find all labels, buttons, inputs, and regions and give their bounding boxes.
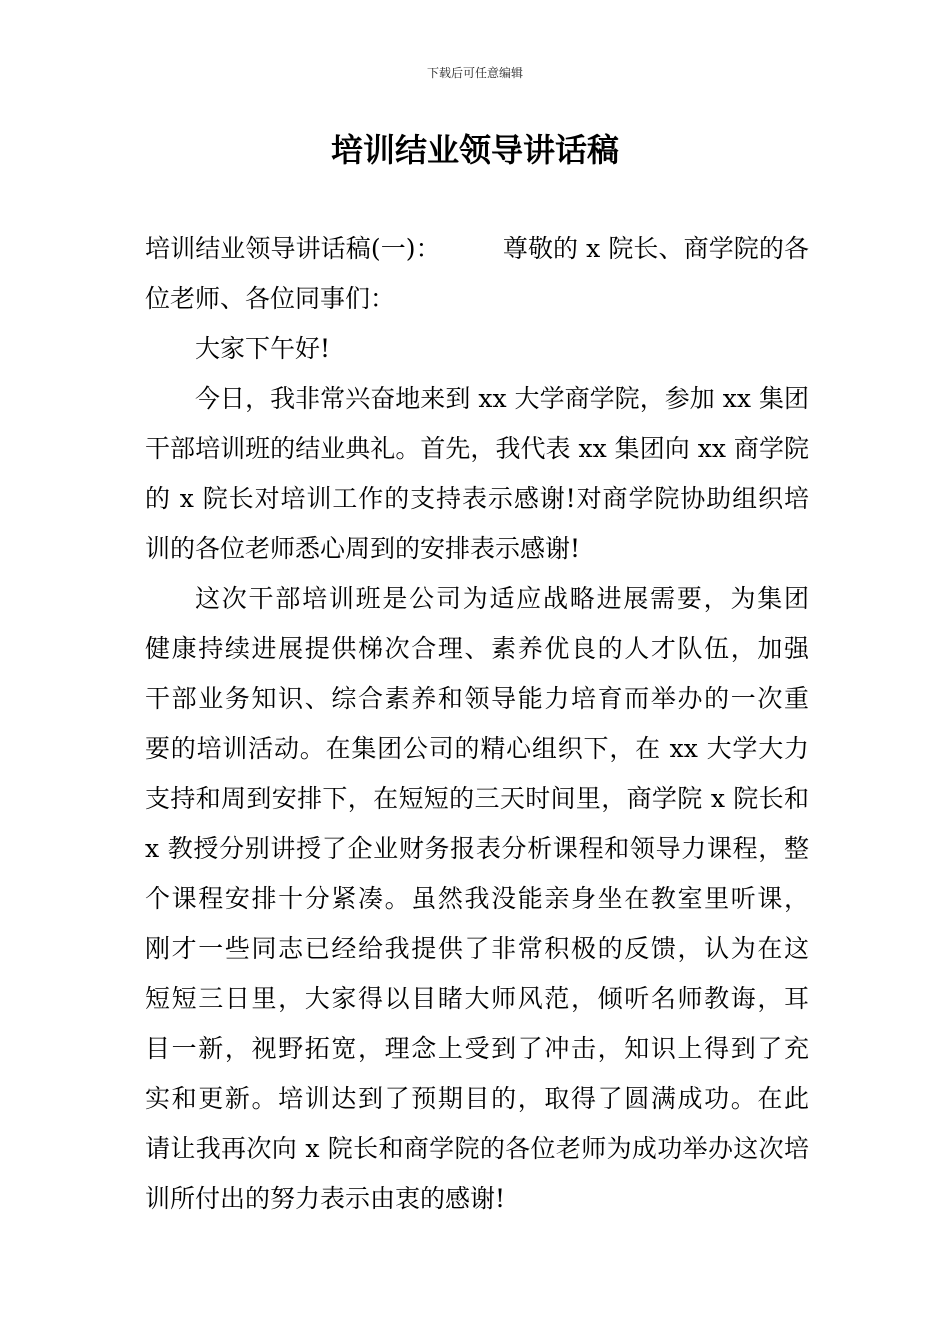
- paragraph1-line: 今日，我非常兴奋地来到 xx 大学商学院，参加 xx 集团: [195, 384, 809, 413]
- paragraph1-line: 的 x 院长对培训工作的支持表示感谢!对商学院协助组织培: [145, 484, 809, 513]
- paragraph2-line: 训所付出的努力表示由衷的感谢!: [145, 1184, 506, 1213]
- paragraph2-line: 支持和周到安排下，在短短的三天时间里，商学院 x 院长和: [145, 784, 809, 813]
- paragraph2-line: 刚才一些同志已经给我提供了非常积极的反馈，认为在这: [145, 934, 809, 963]
- paragraph2-line: 要的培训活动。在集团公司的精心组织下，在 xx 大学大力: [145, 734, 809, 763]
- document-title: 培训结业领导讲话稿: [330, 131, 619, 169]
- paragraph1-line: 训的各位老师悉心周到的安排表示感谢!: [145, 534, 581, 563]
- paragraph1-line: 干部培训班的结业典礼。首先，我代表 xx 集团向 xx 商学院: [145, 434, 809, 463]
- paragraph2-line: 健康持续进展提供梯次合理、素养优良的人才队伍，加强: [145, 634, 809, 663]
- paragraph2-line: 这次干部培训班是公司为适应战略进展需要，为集团: [195, 584, 809, 613]
- salutation-start: 尊敬的 x 院长、商学院的各: [502, 234, 809, 263]
- intro-line: [145, 224, 809, 274]
- header-note: 下载后可任意编辑: [426, 66, 523, 80]
- paragraph2-line: 目一新，视野拓宽，理念上受到了冲击，知识上得到了充: [145, 1034, 809, 1063]
- greeting: 大家下午好!: [195, 334, 331, 363]
- salutation-end: 位老师、各位同事们：: [145, 284, 396, 313]
- document-body: [145, 224, 809, 1224]
- paragraph2-line: 个课程安排十分紧凑。虽然我没能亲身坐在教室里听课，: [145, 884, 809, 913]
- intro-label: 培训结业领导讲话稿(一)：: [145, 234, 441, 263]
- paragraph2-line: 请让我再次向 x 院长和商学院的各位老师为成功举办这次培: [145, 1134, 809, 1163]
- paragraph2-line: 实和更新。培训达到了预期目的，取得了圆满成功。在此: [145, 1084, 809, 1113]
- paragraph2-line: 短短三日里，大家得以目睹大师风范，倾听名师教诲，耳: [145, 984, 809, 1013]
- paragraph2-line: x 教授分别讲授了企业财务报表分析课程和领导力课程，整: [145, 834, 809, 863]
- paragraph2-line: 干部业务知识、综合素养和领导能力培育而举办的一次重: [145, 684, 809, 713]
